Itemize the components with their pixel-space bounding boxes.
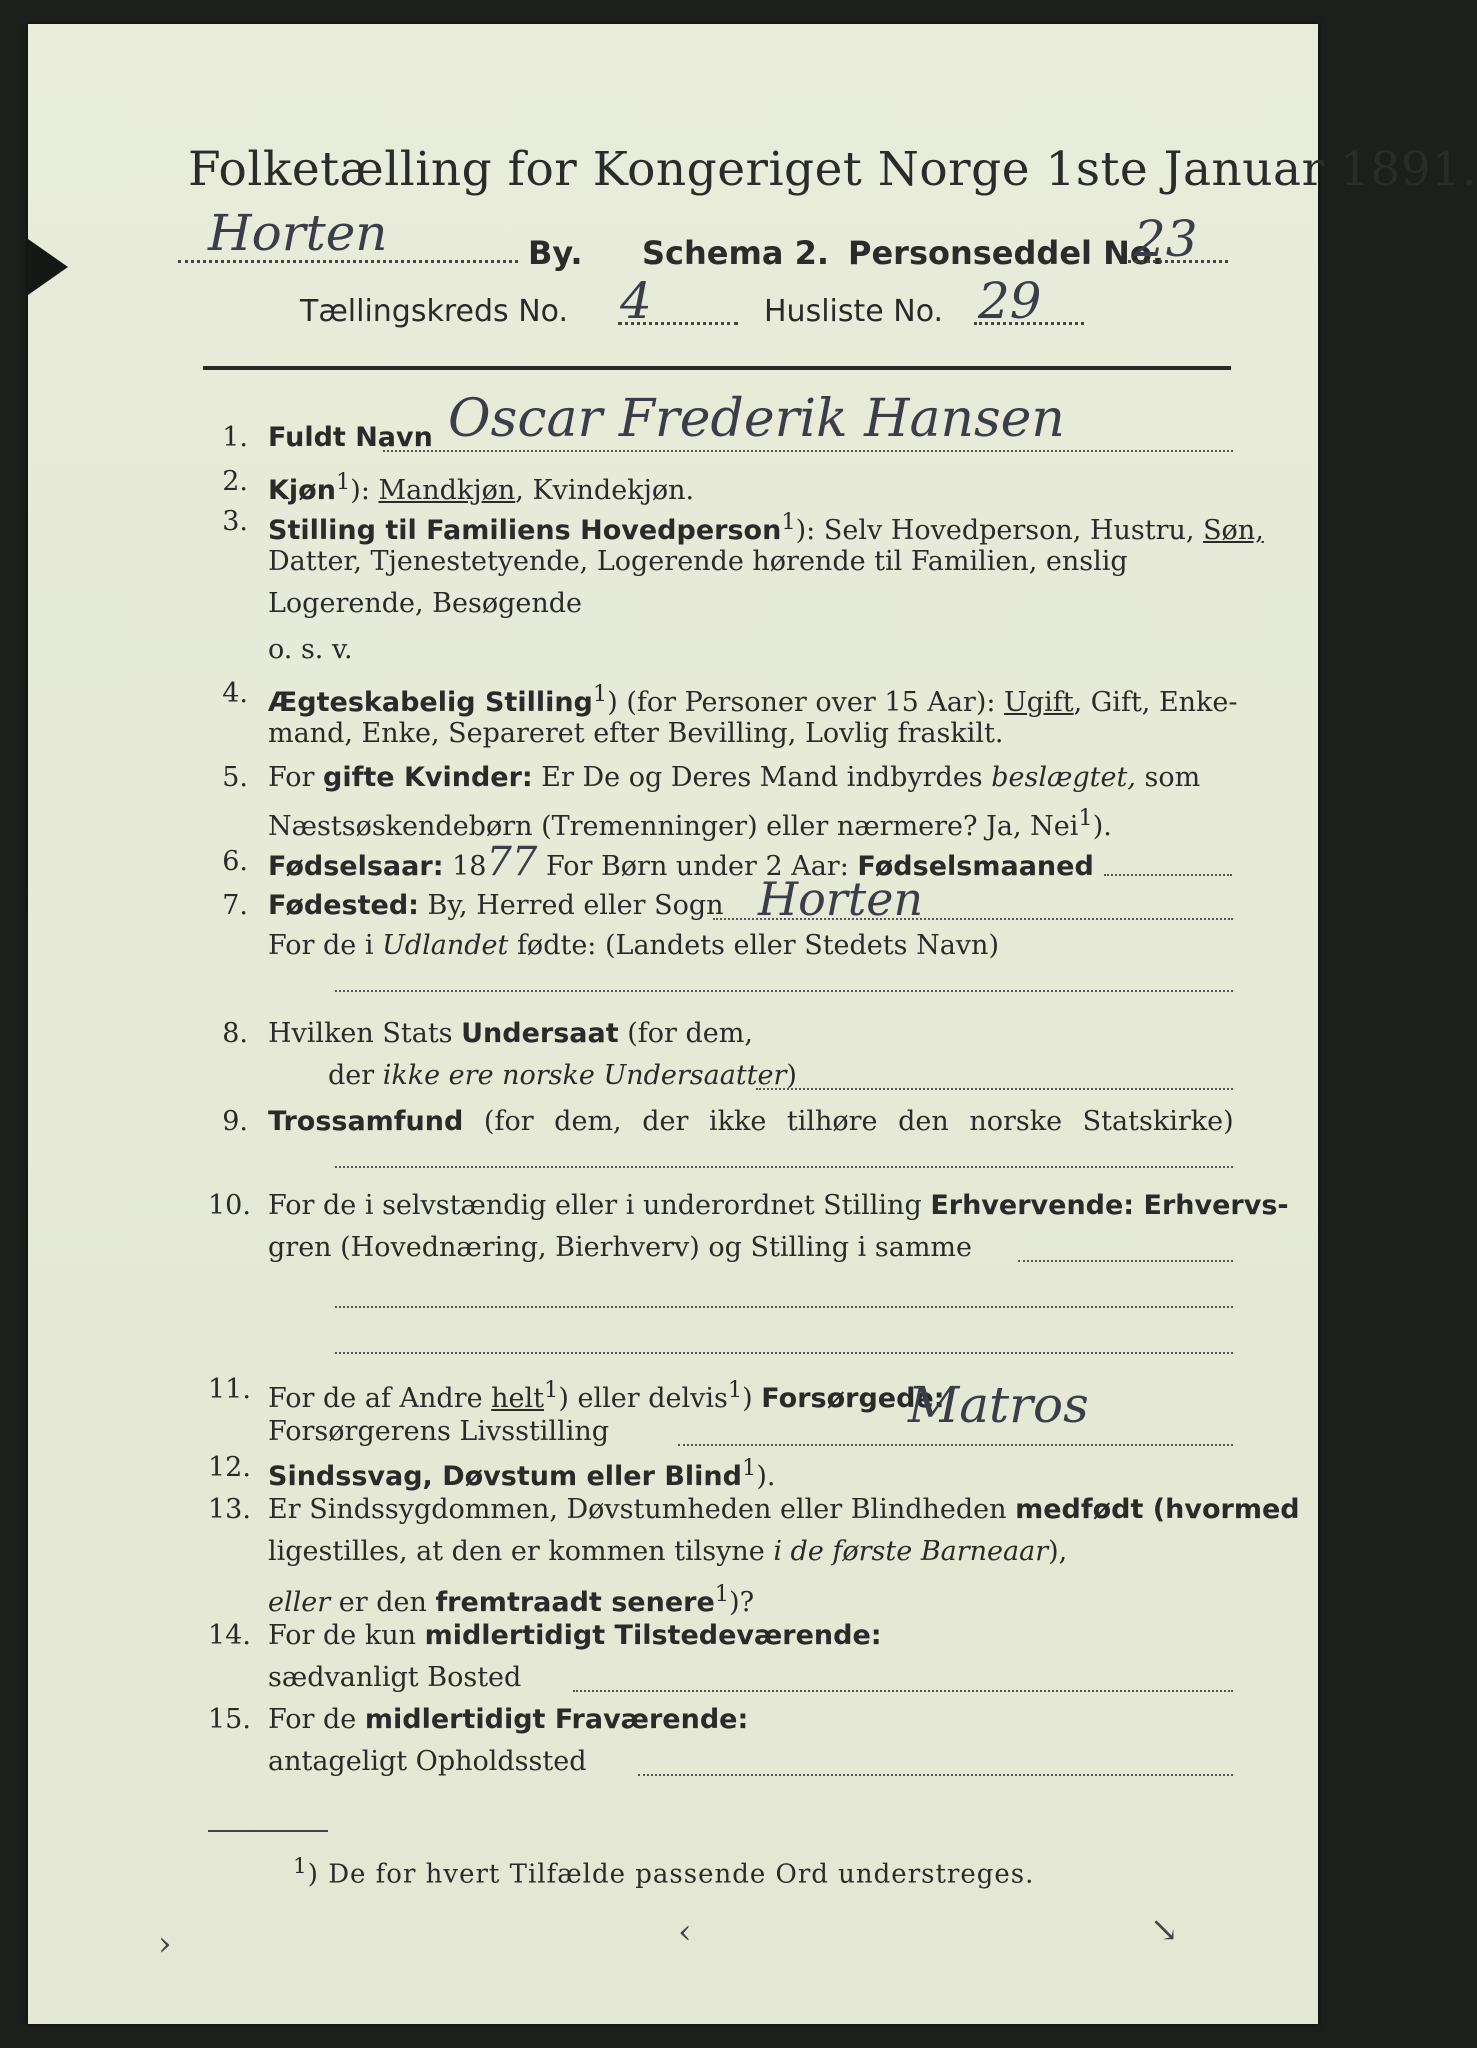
item-2-label: Kjøn — [268, 475, 336, 506]
item-13-line-3-italic: eller — [268, 1587, 331, 1618]
item-4-option-ugift: Ugift — [1004, 687, 1074, 718]
item-11-text-c: ) — [742, 1383, 762, 1414]
item-11-line-2-text: Forsørgerens Livsstilling — [268, 1416, 610, 1447]
item-10-text-b: Erhvervs- — [1134, 1190, 1289, 1221]
item-7-text-a: By, Herred eller Sogn — [418, 890, 724, 921]
item-13-text — [268, 1490, 1300, 1530]
item-3-line-4-text: o. s. v. — [268, 634, 353, 665]
item-7-value: Horten — [758, 872, 924, 926]
item-2-sup: 1 — [335, 469, 351, 495]
item-9-label: Trossamfund — [268, 1106, 464, 1137]
item-8-dotted-line — [756, 1088, 1233, 1090]
item-11-number: 11. — [208, 1374, 251, 1405]
by-label: By. — [528, 234, 583, 272]
item-5-line-2-text — [268, 798, 1112, 847]
item-13-line-2-b: ), — [1048, 1536, 1068, 1567]
item-12-end: ). — [756, 1461, 776, 1492]
item-12-number: 12. — [208, 1452, 251, 1483]
item-3-line-3-text: Logerende, Besøgende — [268, 588, 582, 619]
item-7-line-2-italic: Udlandet — [382, 930, 509, 961]
item-8-text — [268, 1014, 753, 1054]
item-11-sup-1: 1 — [544, 1377, 559, 1403]
item-3-line-2-text: Datter, Tjenestetyende, Logerende hørende til Familien, enslig — [268, 546, 1128, 577]
item-11-text-a: For de af Andre — [268, 1383, 492, 1414]
corner-mark-right: ↘ — [1150, 1910, 1179, 1950]
item-15-text-a: For de — [268, 1704, 365, 1735]
item-5-text — [268, 758, 1200, 798]
item-8-text-a: Hvilken Stats — [268, 1018, 462, 1049]
item-14-dotted-line — [573, 1690, 1233, 1692]
item-8-line-2-text — [328, 1056, 797, 1096]
footnote — [293, 1854, 1034, 1890]
item-13-line-3-sup: 1 — [714, 1581, 730, 1607]
item-15-number: 15. — [208, 1704, 251, 1735]
item-11-option-helt: helt — [491, 1383, 545, 1414]
item-5-text-c: som — [1135, 762, 1201, 793]
item-3-number: 3. — [222, 506, 248, 537]
item-11-text-b: ) eller delvis — [558, 1383, 728, 1414]
item-13-text-a: Er Sindssygdommen, Døvstumheden eller Blindheden — [268, 1494, 1016, 1525]
item-10-text-a: For de i selvstændig eller i underordnet Stilling — [268, 1190, 931, 1221]
item-11-value: Matros — [908, 1376, 1089, 1434]
item-14-number: 14. — [208, 1620, 251, 1651]
item-4-number: 4. — [222, 678, 248, 709]
item-6-label: Fødselsaar: — [268, 851, 444, 882]
item-13-number: 13. — [208, 1494, 251, 1525]
item-12-sup: 1 — [741, 1455, 757, 1481]
item-10-blank-line-2 — [335, 1352, 1233, 1354]
item-13-text-b: (hvormed — [1143, 1494, 1300, 1525]
item-7-label: Fødested: — [268, 890, 419, 921]
item-6-dotted-line — [1104, 874, 1232, 876]
item-6-text-b: For Børn under 2 Aar: — [537, 851, 858, 882]
kreds-label: Tællingskreds No. — [300, 294, 568, 329]
item-14-line-2-text: sædvanligt Bosted — [268, 1662, 522, 1693]
footnote-text: ) De for hvert Tilfælde passende Ord understreges. — [307, 1859, 1035, 1890]
item-3-option-son: Søn, — [1203, 515, 1264, 546]
item-10-dotted-line — [1018, 1260, 1233, 1262]
item-2-option-mandkjon: Mandkjøn — [378, 475, 516, 506]
page-edge-tab — [28, 239, 68, 295]
item-2-text-a: ): — [350, 475, 379, 506]
item-6-text-a: 18 — [443, 851, 487, 882]
item-9-number: 9. — [222, 1106, 248, 1137]
item-6-text — [268, 839, 1094, 887]
item-4-text-b: , Gift, Enke- — [1073, 687, 1238, 718]
item-7-line-2-text — [268, 926, 999, 966]
item-13-line-2-italic: i de første Barneaar — [773, 1536, 1049, 1567]
item-13-label: medfødt — [1015, 1494, 1144, 1525]
kreds-dotted-line — [618, 322, 738, 325]
form-title: Folketælling for Kongeriget Norge 1ste Januar 1891. — [188, 142, 1477, 197]
item-10-label: Erhvervende: — [930, 1190, 1135, 1221]
schema-label: Schema 2. — [642, 234, 829, 272]
item-5-text-a: For — [268, 762, 324, 793]
item-3-text-a: ): Selv Hovedperson, Hustru, — [795, 515, 1204, 546]
item-3-sup: 1 — [781, 509, 796, 535]
item-1-value: Oscar Frederik Hansen — [448, 389, 1065, 449]
item-14-text-a: For de kun — [268, 1620, 425, 1651]
item-13-line-3-end: )? — [729, 1587, 755, 1618]
item-11-sup-2: 1 — [727, 1377, 743, 1403]
item-13-line-2-text — [268, 1532, 1067, 1572]
item-5-label: gifte Kvinder: — [323, 762, 533, 793]
item-9-text-body: (for dem, der ikke tilhøre den norske Statskirke) — [463, 1106, 1234, 1137]
item-5-italic: beslægtet, — [991, 762, 1136, 793]
personseddel-label: Personseddel No. — [848, 234, 1165, 272]
item-5-line-2-end: ). — [1092, 811, 1112, 842]
item-7-number: 7. — [222, 890, 248, 921]
census-form — [28, 24, 1477, 2024]
item-6-number: 6. — [222, 846, 248, 877]
item-1-dotted-line — [383, 450, 1233, 452]
item-5-number: 5. — [222, 762, 248, 793]
item-15-label: midlertidigt Fraværende: — [364, 1704, 749, 1735]
item-13-line-2-a: ligestilles, at den er kommen tilsyne — [268, 1536, 774, 1567]
item-5-line-2-sup: 1 — [1078, 805, 1093, 831]
corner-mark-left: › — [158, 1924, 172, 1964]
personseddel-value: 23 — [1134, 210, 1198, 268]
item-8-line-2-b: ) — [786, 1060, 797, 1091]
item-12-label: Sindssvag, Døvstum eller Blind — [268, 1461, 742, 1492]
item-9-text — [268, 1102, 1234, 1142]
item-4-label: Ægteskabelig Stilling — [268, 687, 593, 718]
husliste-label: Husliste No. — [764, 294, 944, 329]
item-8-line-2-italic: ikke ere norske Undersaatter — [382, 1060, 787, 1091]
item-7-line-2-b: fødte: (Landets eller Stedets Navn) — [508, 930, 999, 961]
item-4-line-2-text: mand, Enke, Separeret efter Bevilling, Lovlig fraskilt. — [268, 718, 1004, 749]
item-7-line-2-a: For de i — [268, 930, 383, 961]
item-10-line-2-text: gren (Hovednæring, Bierhverv) og Stilling i samme — [268, 1232, 973, 1263]
item-8-text-b: (for dem, — [618, 1018, 753, 1049]
item-2-number: 2. — [222, 466, 248, 497]
personseddel-dotted-line — [1128, 260, 1228, 263]
footnote-sup: 1 — [293, 1854, 308, 1879]
item-11-label: Forsørgede: — [761, 1383, 945, 1414]
item-7-blank-line — [335, 990, 1233, 992]
footnote-rule — [208, 1830, 328, 1832]
item-4-text-a: ) (for Personer over 15 Aar): — [607, 687, 1005, 718]
item-5-line-2-main: Næstsøskendebørn (Tremenninger) eller nærmere? Ja, Nei — [268, 811, 1079, 842]
item-5-text-b: Er De og Deres Mand indbyrdes — [532, 762, 992, 793]
item-14-text — [268, 1616, 882, 1656]
item-11-dotted-line — [678, 1444, 1233, 1446]
item-3-label: Stilling til Familiens Hovedperson — [268, 515, 782, 546]
husliste-value: 29 — [978, 272, 1042, 330]
corner-mark-center: ‹ — [678, 1912, 692, 1952]
item-14-label: midlertidigt Tilstedeværende: — [424, 1620, 882, 1651]
item-8-line-2-a: der — [328, 1060, 383, 1091]
item-9-blank-line — [335, 1166, 1233, 1168]
item-6-value: 77 — [486, 839, 538, 885]
header-rule — [203, 366, 1231, 370]
item-15-line-2-text: antageligt Opholdssted — [268, 1746, 587, 1777]
item-4-sup: 1 — [592, 681, 608, 707]
item-13-line-3-a: er den — [330, 1587, 436, 1618]
by-value: Horten — [208, 204, 388, 262]
item-10-text — [268, 1186, 1289, 1226]
item-10-blank-line-1 — [335, 1306, 1233, 1308]
item-15-text — [268, 1700, 748, 1740]
item-2-text-b: , Kvindekjøn. — [515, 475, 695, 506]
item-8-number: 8. — [222, 1018, 248, 1049]
item-1-number: 1. — [222, 422, 248, 453]
kreds-value: 4 — [620, 272, 652, 330]
item-1-label: Fuldt Navn — [268, 422, 433, 453]
item-10-number: 10. — [208, 1190, 251, 1221]
item-13-line-3-bold: fremtraadt senere — [435, 1587, 715, 1618]
husliste-dotted-line — [974, 322, 1084, 325]
item-15-dotted-line — [638, 1774, 1233, 1776]
item-6-label-2: Fødselsmaaned — [857, 851, 1094, 882]
item-7-text — [268, 886, 724, 926]
item-8-label: Undersaat — [461, 1018, 619, 1049]
